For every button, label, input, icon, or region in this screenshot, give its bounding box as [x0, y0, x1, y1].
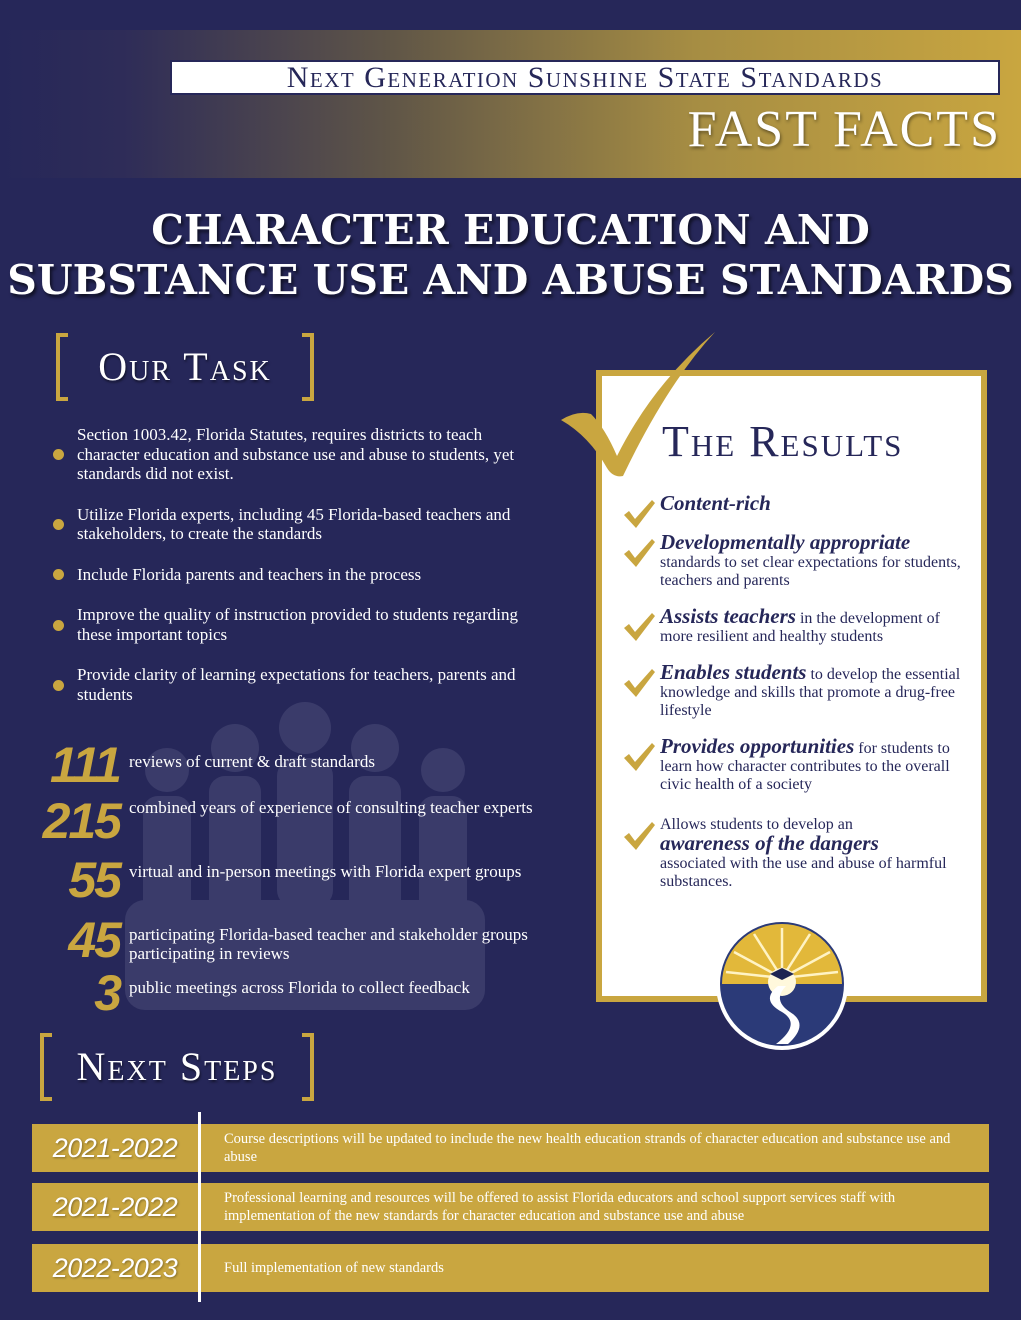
result-emphasis: Developmentally appropriate — [660, 530, 911, 554]
step-row — [32, 1124, 989, 1172]
result-emphasis: awareness of the dangers — [660, 831, 879, 855]
stat-number: 111 — [49, 737, 120, 793]
results-heading: The Results — [662, 417, 904, 466]
checkmark-icon — [622, 537, 656, 569]
result-text: in the development of more resilient and healthy students — [660, 610, 940, 645]
task-item-text: Include Florida parents and teachers in the process — [77, 564, 422, 584]
timeline-divider — [198, 1112, 201, 1302]
main-title — [0, 205, 1021, 305]
stat-row — [0, 793, 560, 853]
result-text: standards to set clear expectations for students, teachers and parents — [660, 554, 961, 589]
main-title-line1: CHARACTER EDUCATION AND — [151, 206, 870, 254]
checkmark-icon — [622, 741, 656, 773]
stat-row — [0, 965, 560, 1025]
stat-number: 55 — [68, 852, 120, 908]
next-steps-heading-text: Next Steps — [76, 1044, 278, 1089]
task-item — [50, 425, 520, 484]
stat-text: public meetings across Florida to collect feedback — [129, 978, 470, 997]
stat-text: reviews of current & draft standards — [129, 752, 375, 771]
stat-row — [0, 912, 560, 972]
stat-row — [0, 852, 560, 912]
step-year: 2021-2022 — [52, 1192, 178, 1222]
large-checkmark-icon — [557, 328, 722, 478]
next-steps-heading — [40, 1033, 314, 1101]
step-year: 2022-2023 — [52, 1253, 178, 1283]
step-row — [32, 1183, 989, 1231]
step-year: 2021-2022 — [52, 1133, 178, 1163]
result-text: associated with the use and abuse of harmful substances. — [660, 855, 947, 890]
step-text: Professional learning and resources will be offered to assist Florida educators and school support services staff with implementation of the new standards for character education and substance use and abuse — [224, 1190, 896, 1224]
result-item — [622, 604, 972, 646]
bullet-dot-icon — [53, 519, 64, 530]
checkmark-icon — [622, 611, 656, 643]
task-item-text: Improve the quality of instruction provided to students regarding these important topics — [77, 605, 518, 644]
result-item — [622, 816, 972, 891]
task-item — [50, 505, 520, 544]
step-text: Course descriptions will be updated to include the new health education strands of character education and substance use and abuse — [224, 1131, 951, 1165]
checkmark-icon — [622, 820, 656, 852]
task-item — [50, 605, 520, 644]
bullet-dot-icon — [53, 620, 64, 631]
stat-number: 215 — [42, 793, 120, 849]
result-item — [622, 491, 972, 515]
stat-number: 3 — [94, 965, 120, 1021]
task-item — [50, 665, 520, 704]
checkmark-icon — [622, 667, 656, 699]
result-emphasis: Enables students — [660, 660, 807, 684]
header-subtitle: Next Generation Sunshine State Standards — [170, 60, 1000, 95]
stat-text: participating Florida-based teacher and stakeholder groups participating in reviews — [129, 925, 528, 963]
task-item — [50, 565, 520, 585]
fast-facts-title: FAST FACTS — [687, 101, 1001, 158]
task-item-text: Section 1003.42, Florida Statutes, requires districts to teach character education and substance use and abuse to students, yet standards did not exist. — [77, 425, 515, 483]
checkmark-icon — [622, 498, 656, 530]
task-list — [50, 425, 520, 725]
florida-doe-seal-icon — [714, 916, 850, 1052]
main-title-line2: SUBSTANCE USE AND ABUSE STANDARDS — [7, 256, 1014, 304]
right-bracket — [302, 333, 314, 401]
stat-row — [0, 737, 560, 797]
bullet-dot-icon — [53, 449, 64, 460]
result-emphasis: Assists teachers — [660, 604, 796, 628]
result-emphasis: Content-rich — [660, 491, 771, 515]
result-emphasis: Provides opportunities — [660, 734, 855, 758]
stat-number: 45 — [68, 912, 120, 968]
our-task-heading-text: Our Task — [98, 344, 272, 389]
result-item — [622, 660, 972, 720]
task-item-text: Provide clarity of learning expectations for teachers, parents and students — [77, 665, 516, 704]
bullet-dot-icon — [53, 569, 64, 580]
bullet-dot-icon — [53, 680, 64, 691]
result-item — [622, 530, 972, 590]
step-text: Full implementation of new standards — [224, 1260, 444, 1276]
result-text: for students to learn how character contributes to the overall civic health of a society — [660, 740, 950, 793]
task-item-text: Utilize Florida experts, including 45 Florida-based teachers and stakeholders, to create the standards — [77, 504, 511, 543]
result-text: Allows students to develop an — [660, 816, 853, 833]
step-row — [32, 1244, 989, 1292]
stat-text: virtual and in-person meetings with Florida expert groups — [129, 862, 522, 881]
result-item — [622, 734, 972, 794]
result-text: to develop the essential knowledge and skills that promote a drug-free lifestyle — [660, 666, 961, 719]
stat-text: combined years of experience of consulting teacher experts — [129, 798, 533, 817]
our-task-heading — [56, 333, 314, 401]
right-bracket — [302, 1033, 314, 1101]
